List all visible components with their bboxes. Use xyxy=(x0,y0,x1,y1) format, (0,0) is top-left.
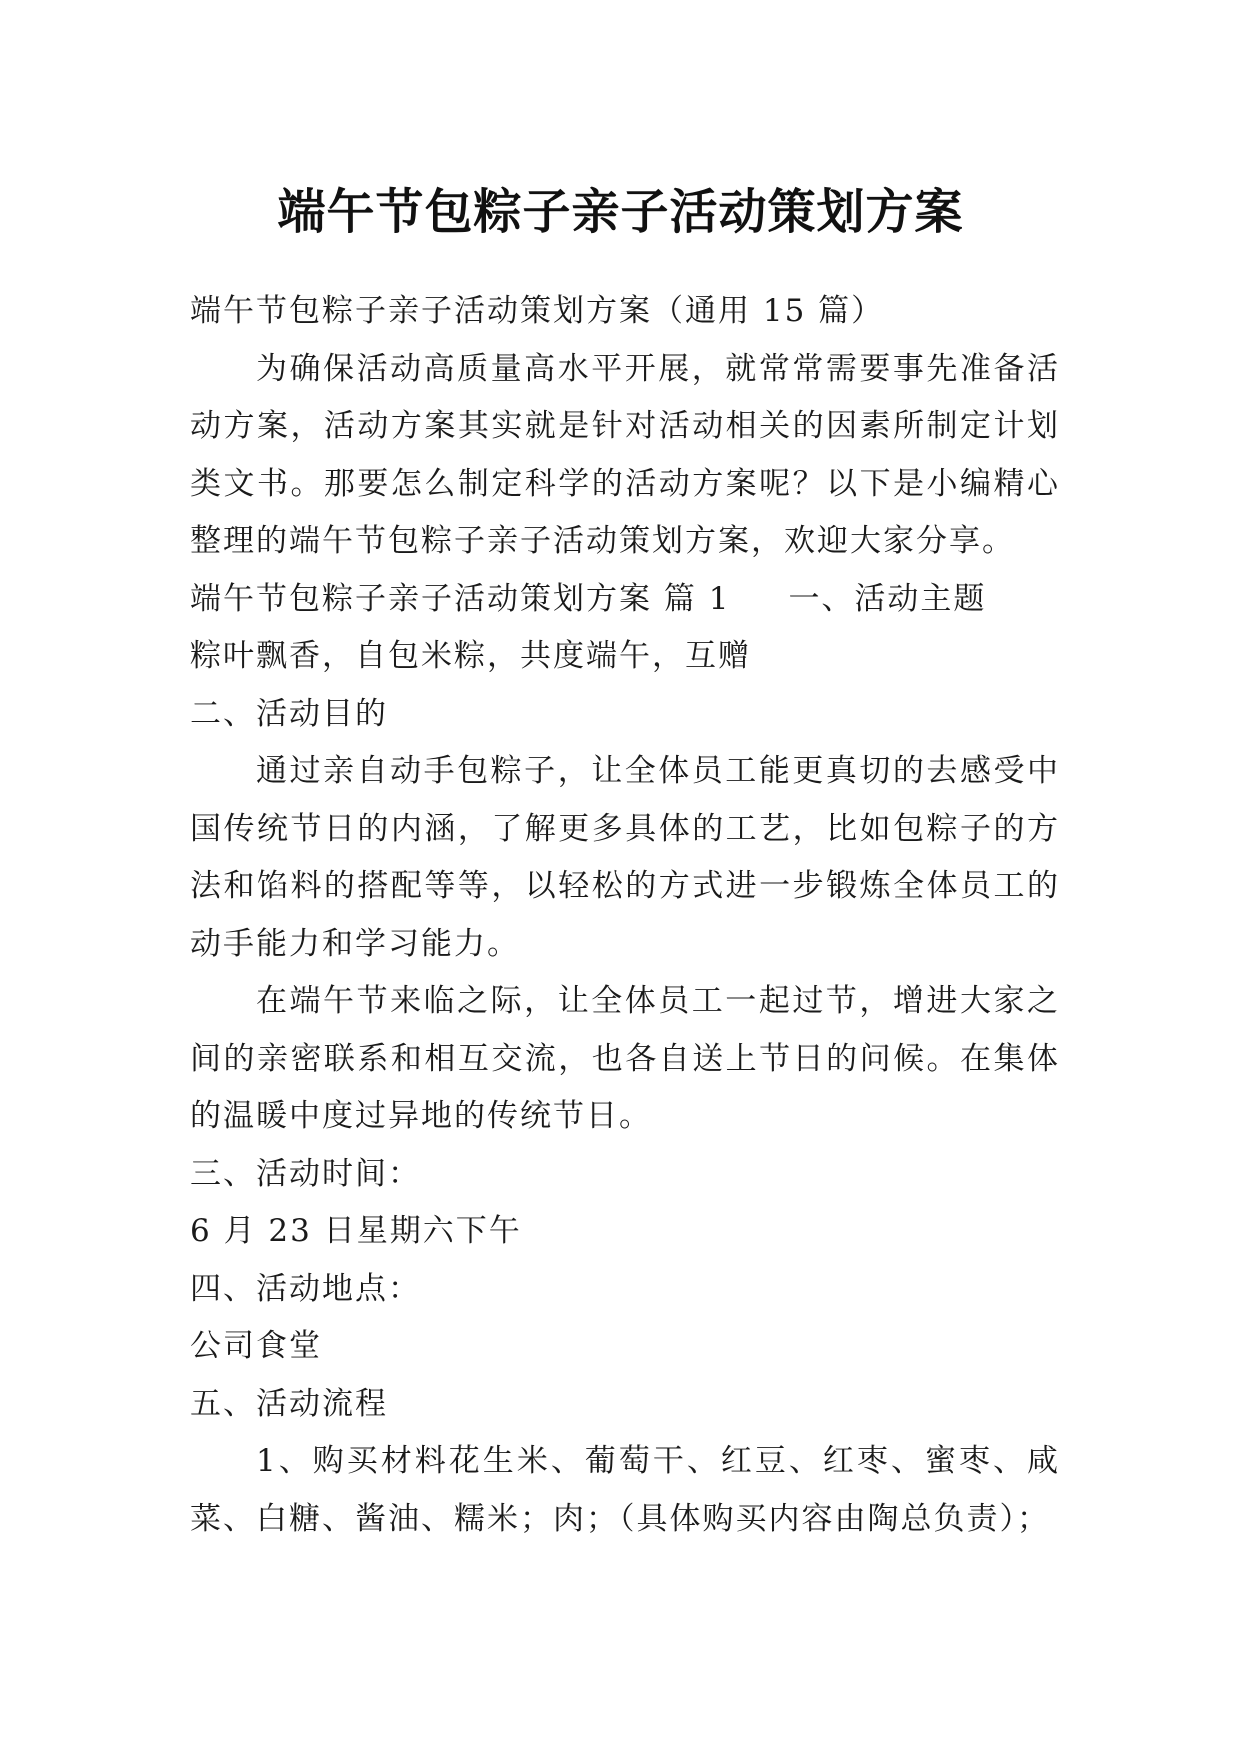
section-heading-line xyxy=(190,571,1060,629)
intro-paragraph: 为确保活动高质量高水平开展，就常常需要事先准备活动方案，活动方案其实就是针对活动相关的因素所制定计划类文书。那要怎么制定科学的活动方案呢？以下是小编精心整理的端午节包粽子亲子活动策划方案，欢迎大家分享。 xyxy=(190,350,1060,559)
purpose-paragraph-1: 通过亲自动手包粽子，让全体员工能更真切的去感受中国传统节日的内涵，了解更多具体的工艺，比如包粽子的方法和馅料的搭配等等，以轻松的方式进一步锻炼全体员工的动手能力和学习能力。 xyxy=(190,753,1060,962)
theme-text: 粽叶飘香，自包米粽，共度端午，互赠 xyxy=(190,638,751,674)
theme-heading: 一、活动主题 xyxy=(788,580,987,617)
process-heading: 五、活动流程 xyxy=(190,1385,388,1422)
time-text: 6 月 23 日星期六下午 xyxy=(190,1213,522,1249)
document-body xyxy=(190,283,1060,1548)
purpose-paragraph-2: 在端午节来临之际，让全体员工一起过节，增进大家之间的亲密联系和相互交流，也各自送上节日的问候。在集体的温暖中度过异地的传统节日。 xyxy=(190,983,1060,1134)
process-item-1: 1、购买材料花生米、葡萄干、红豆、红枣、蜜枣、咸菜、白糖、酱油、糯米；肉；（具体购买内容由陶总负责）； xyxy=(190,1443,1060,1537)
place-heading: 四、活动地点： xyxy=(190,1270,421,1307)
document-subtitle: 端午节包粽子亲子活动策划方案（通用 15 篇） xyxy=(190,293,885,329)
purpose-heading: 二、活动目的 xyxy=(190,695,388,732)
part-title: 端午节包粽子亲子活动策划方案 篇 1 xyxy=(190,580,731,617)
place-text: 公司食堂 xyxy=(190,1328,322,1364)
document-title: 端午节包粽子亲子活动策划方案 xyxy=(277,184,964,241)
time-heading: 三、活动时间： xyxy=(190,1155,421,1192)
